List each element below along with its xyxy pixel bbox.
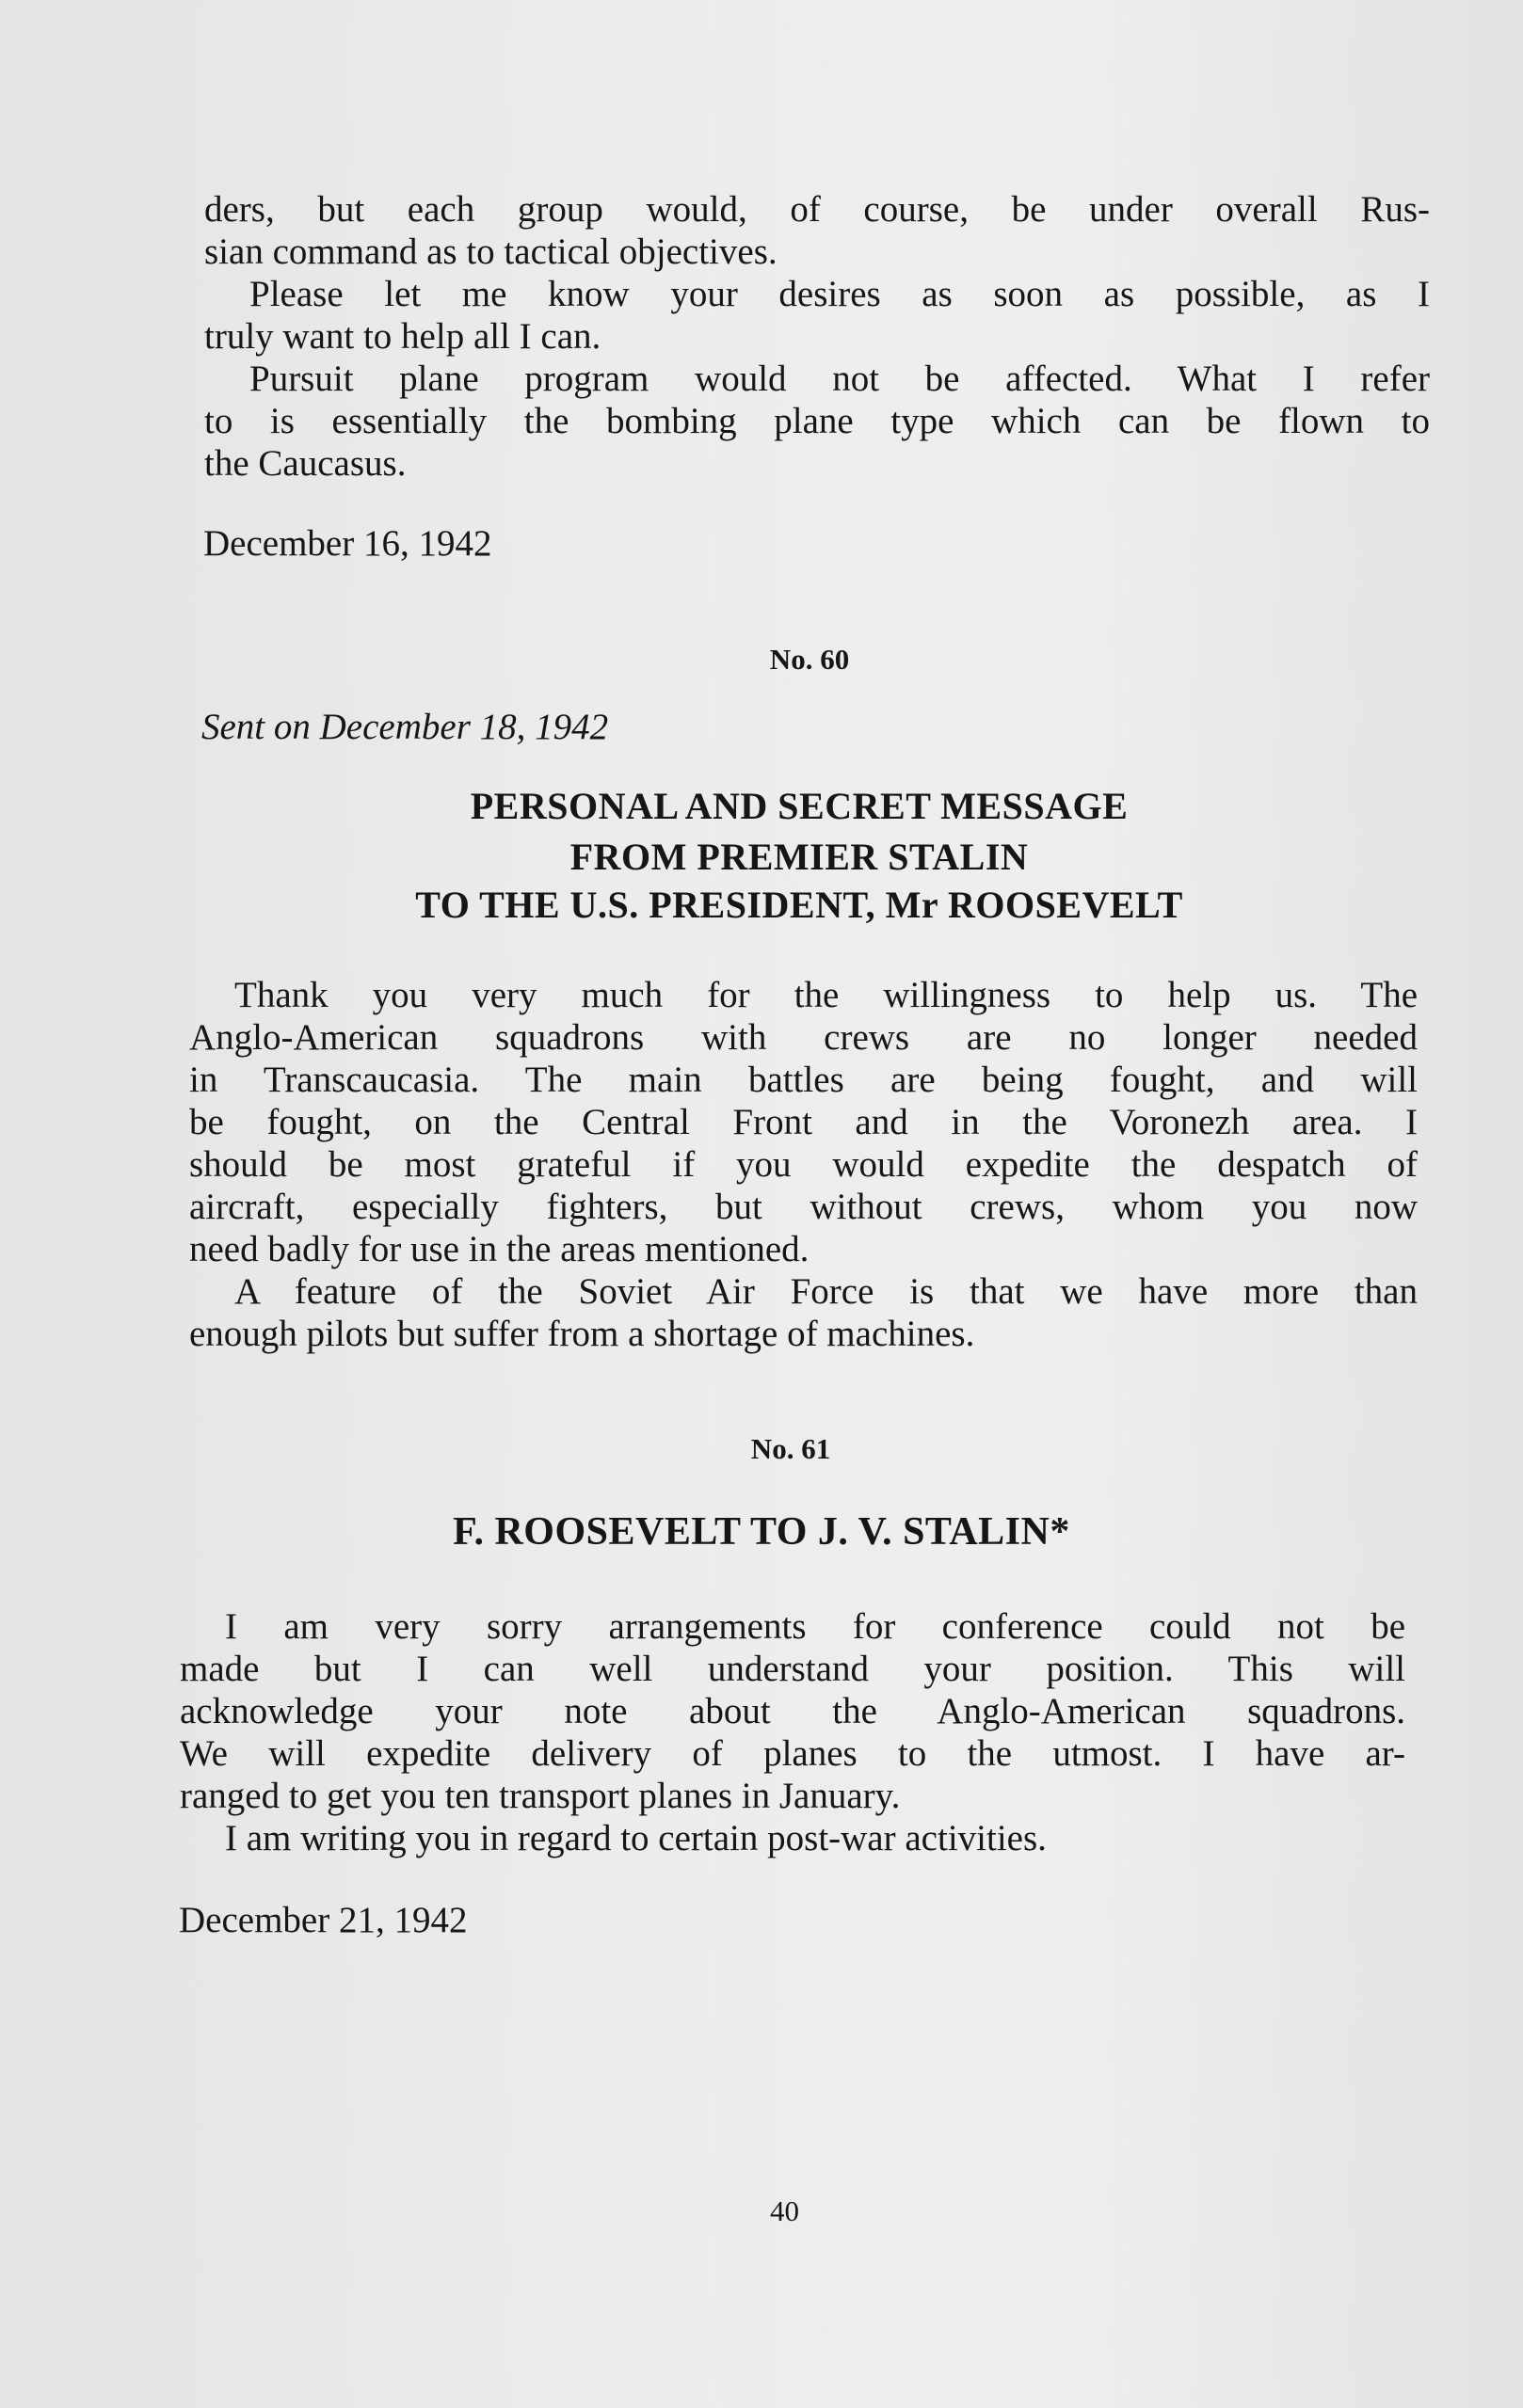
text-line: A feature of the Soviet Air Force is that we have more than [234, 1271, 1418, 1312]
text-line: aircraft, especially fighters, but without crews, whom you now [189, 1187, 1418, 1227]
text-line: We will expedite delivery of planes to the utmost. I have ar- [180, 1733, 1405, 1774]
text-line: sian command as to tactical objectives. [204, 231, 778, 272]
message-heading-line: TO THE U.S. PRESIDENT, Mr ROOSEVELT [415, 884, 1183, 926]
text-line: I am writing you in regard to certain post-war activities. [225, 1818, 1047, 1858]
message-60-body [189, 974, 1418, 1355]
message-heading-line: PERSONAL AND SECRET MESSAGE [470, 785, 1129, 827]
text-line: to is essentially the bombing plane type which can be flown to [204, 401, 1430, 441]
message-number-60: No. 60 [769, 643, 850, 676]
text-line: Please let me know your desires as soon as possible, as I [249, 274, 1430, 314]
text-line: made but I can well understand your position. This will [180, 1649, 1405, 1689]
message-heading-line: FROM PREMIER STALIN [569, 836, 1029, 878]
text-line: I am very sorry arrangements for conference could not be [225, 1606, 1405, 1647]
text-line: need badly for use in the areas mentioned. [189, 1229, 810, 1269]
message-heading: F. ROOSEVELT TO J. V. STALIN* [453, 1510, 1070, 1554]
text-line: acknowledge your note about the Anglo-American squadrons. [180, 1691, 1405, 1731]
text-line: Anglo-American squadrons with crews are no longer needed [189, 1017, 1418, 1058]
text-line: should be most grateful if you would expedite the despatch of [189, 1144, 1418, 1185]
text-line: ders, but each group would, of course, be under overall Rus- [204, 189, 1430, 230]
text-line: truly want to help all I can. [204, 316, 601, 357]
message-number-61: No. 61 [750, 1432, 831, 1465]
sent-date: Sent on December 18, 1942 [201, 707, 609, 747]
text-line: Thank you very much for the willingness to help us. The [234, 975, 1418, 1015]
date-dec-16: December 16, 1942 [203, 523, 492, 564]
text-line: enough pilots but suffer from a shortage of machines. [189, 1314, 975, 1354]
text-line: in Transcaucasia. The main battles are being fought, and will [189, 1060, 1418, 1100]
text-line: Pursuit plane program would not be affected. What I refer [249, 359, 1430, 399]
page-number: 40 [770, 2194, 799, 2227]
message-61-body [180, 1605, 1405, 1859]
text-line: the Caucasus. [204, 443, 407, 484]
text-line: ranged to get you ten transport planes in January. [180, 1776, 901, 1816]
date-dec-21: December 21, 1942 [179, 1900, 468, 1940]
text-line: be fought, on the Central Front and in the Voronezh area. I [189, 1102, 1418, 1142]
top-paragraphs [204, 188, 1430, 485]
